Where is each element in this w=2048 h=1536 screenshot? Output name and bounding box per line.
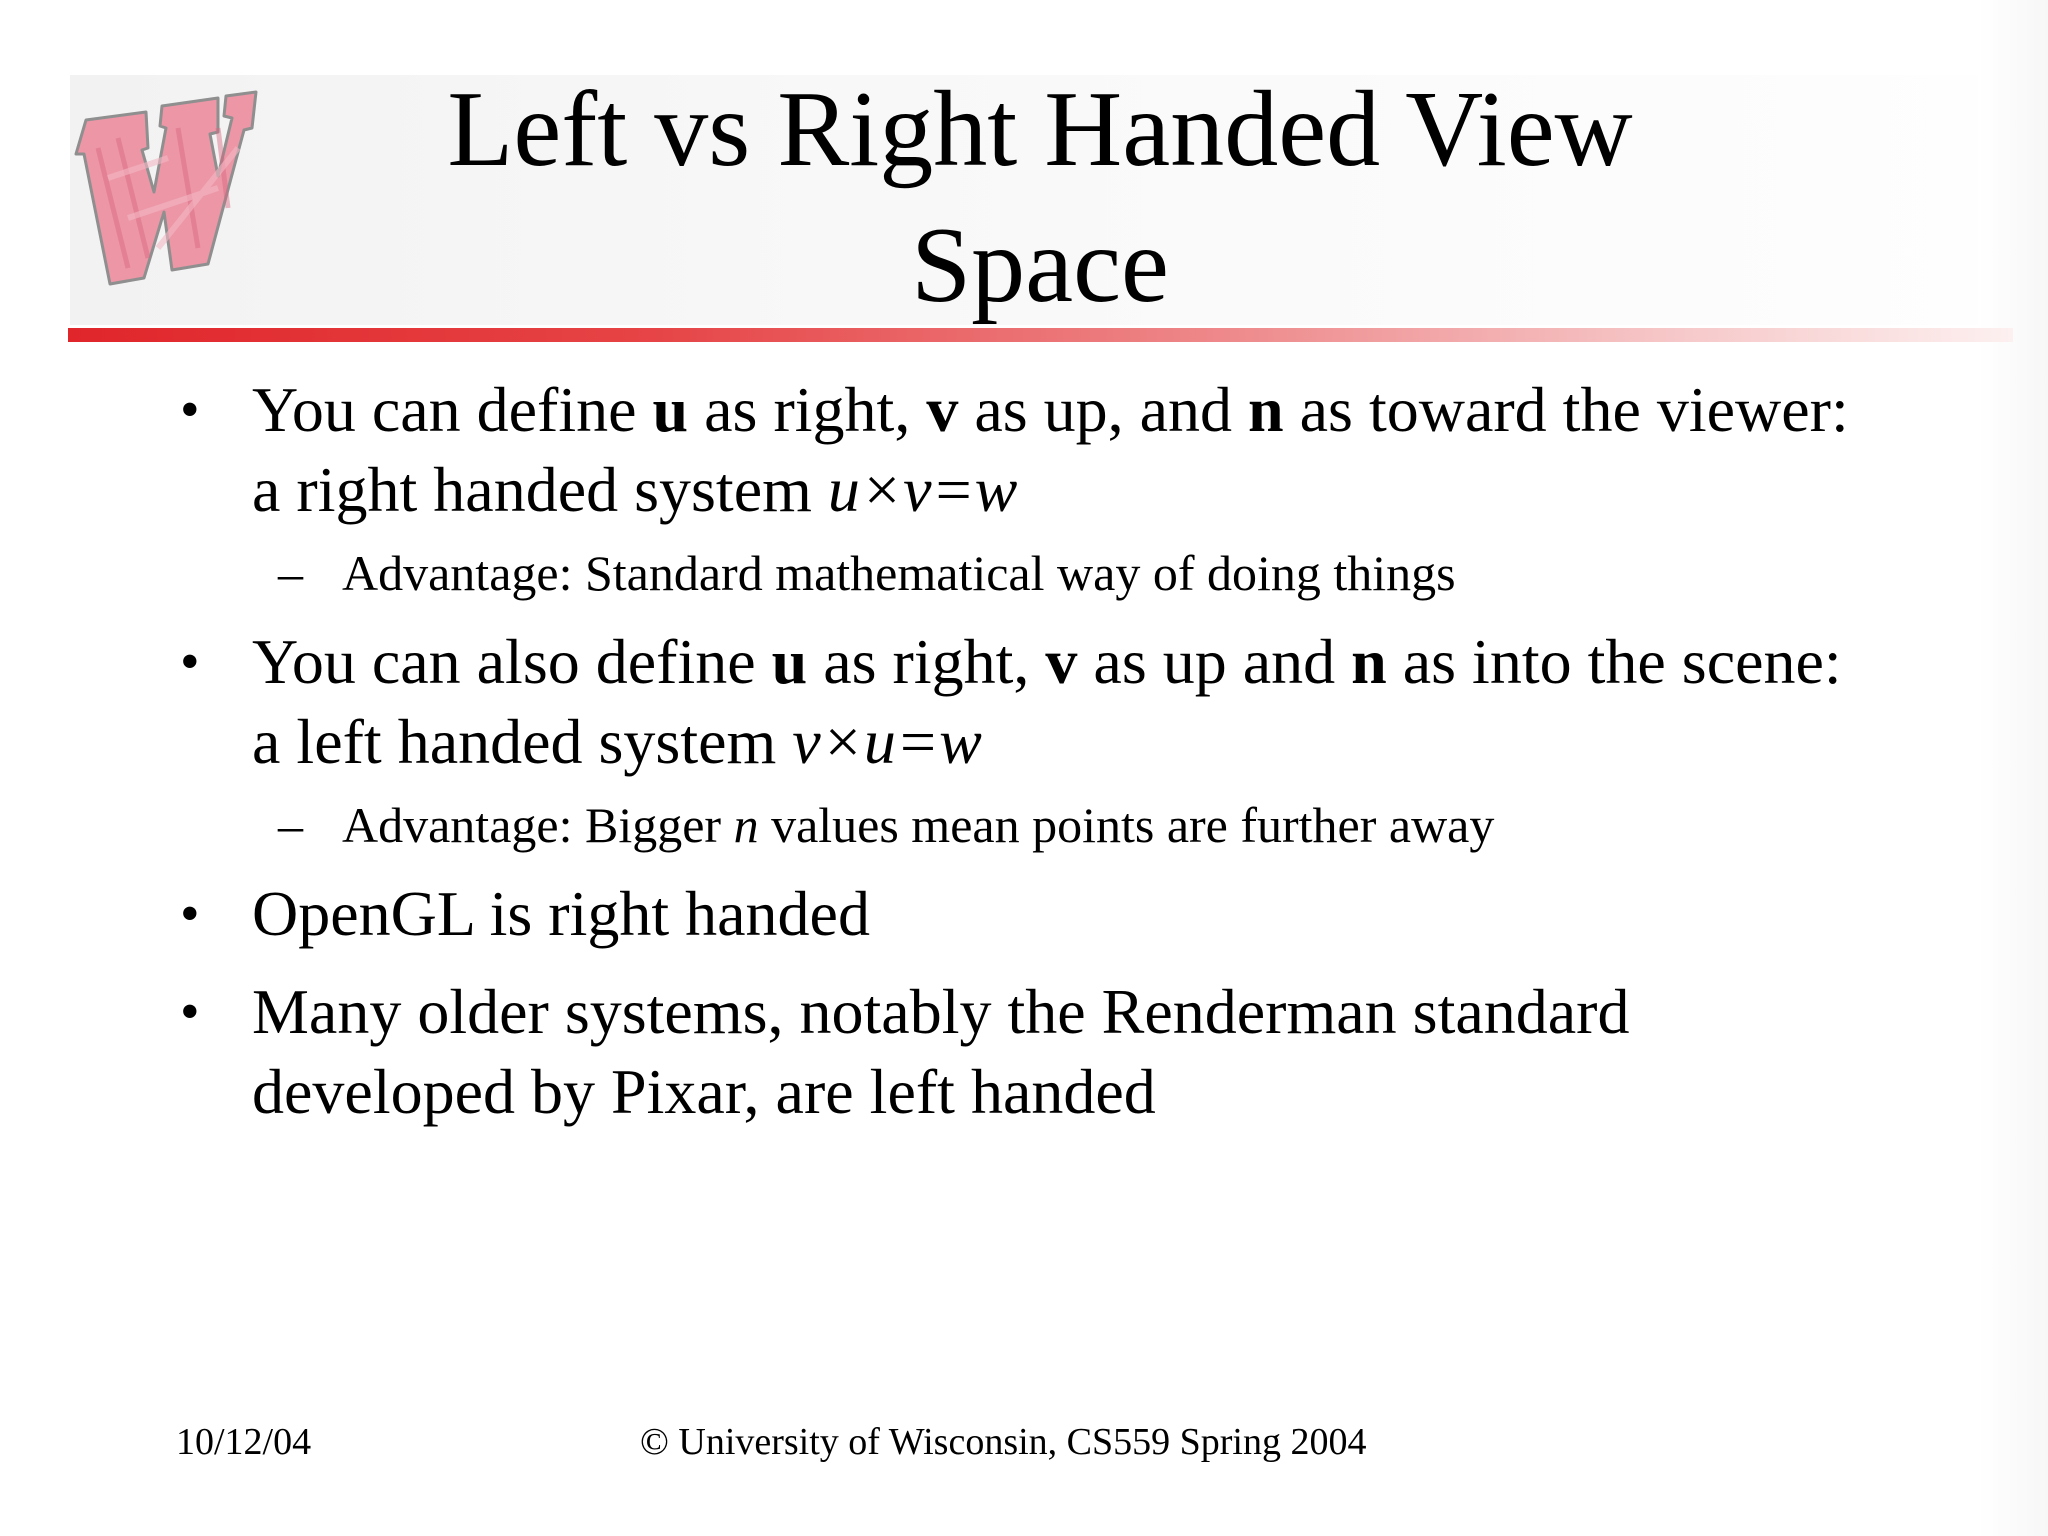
sub-bullet-item [0, 542, 2048, 604]
sub-bullet-text: Advantage: Standard mathematical way of doing things [342, 545, 1456, 601]
formula: v×u=w [792, 706, 982, 777]
bullet-text: as right, [688, 374, 927, 445]
bullet-text: as up, and [958, 374, 1249, 445]
title-line-2: Space [911, 206, 1169, 325]
formula: u×v=w [827, 454, 1018, 525]
bullet-item [0, 874, 2048, 954]
bullet-text: OpenGL is right handed [252, 878, 870, 949]
footer-date: 10/12/04 [176, 1421, 312, 1463]
slide-title [300, 62, 1780, 334]
bullet-text: You can also define [252, 626, 772, 697]
bold-term: v [926, 374, 959, 445]
sub-bullet-marker: – [278, 797, 303, 853]
bullet-text: as right, [807, 626, 1046, 697]
bold-term: u [652, 374, 689, 445]
bullet-marker: • [180, 981, 200, 1043]
bold-term: n [1351, 626, 1387, 697]
bullet-text: You can define [252, 374, 653, 445]
sub-bullet-text: values mean points are further away [758, 797, 1495, 853]
bullet-text: as into the scene: a left handed system [252, 626, 1842, 777]
bullet-item [0, 972, 2048, 1132]
bullet-text: as up and [1077, 626, 1352, 697]
bullet-marker: • [180, 631, 200, 693]
footer-copyright: © University of Wisconsin, CS559 Spring 2004 [640, 1421, 1367, 1463]
bold-term: u [771, 626, 808, 697]
sub-bullet-item [0, 794, 2048, 856]
bullet-item [0, 370, 2048, 530]
bold-term: v [1045, 626, 1078, 697]
bullet-text: Many older systems, notably the Renderman standard developed by Pixar, are left handed [252, 976, 1630, 1127]
sub-bullet-marker: – [278, 545, 303, 601]
title-line-1: Left vs Right Handed View [447, 70, 1633, 189]
bullet-marker: • [180, 379, 200, 441]
sub-bullet-text: Advantage: Bigger [342, 797, 734, 853]
title-divider-rule [68, 328, 2013, 342]
bullet-text: as toward the viewer: a right handed system [252, 374, 1849, 525]
bold-term: n [1248, 374, 1284, 445]
wisconsin-w-logo [68, 88, 263, 288]
bullet-marker: • [180, 883, 200, 945]
bullet-list [0, 370, 2048, 1144]
italic-term: n [733, 797, 759, 853]
bullet-item [0, 622, 2048, 782]
